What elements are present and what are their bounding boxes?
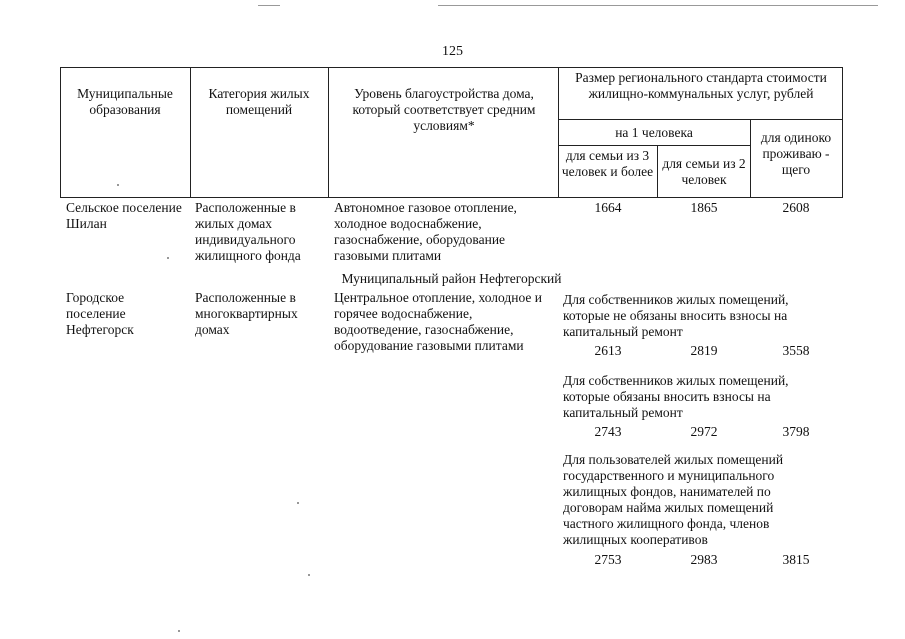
header-family2: для семьи из 2 человек	[662, 156, 746, 187]
group1-value-family3: 2613	[594, 343, 622, 358]
group1-value-family2: 2819	[690, 343, 718, 358]
header-level: Уровень благоустройства дома, который соответствует средним условиям*	[352, 86, 536, 133]
group2-label: Для собственников жилых помещений, которые обязаны вносить взносы на капитальный ремонт	[563, 373, 789, 420]
row1-level: Автономное газовое отопление, холодное водоснабжение, газоснабжение, оборудование газовыми плитами	[334, 200, 517, 263]
row1-municipality: Сельское поселение Шилан	[66, 200, 182, 231]
row1-value-family3: 1664	[594, 200, 622, 215]
header-family3: для семьи из 3 человек и более	[561, 148, 654, 179]
group3-value-family3: 2753	[594, 552, 622, 567]
group3-value-single: 3815	[782, 552, 810, 567]
row1-value-family2: 1865	[690, 200, 718, 215]
row1-value-single: 2608	[782, 200, 810, 215]
row2-level: Центральное отопление, холодное и горячее водоснабжение, водоотведение, газоснабжение, оборудование газовыми плитами	[334, 290, 542, 353]
group2-value-family2: 2972	[690, 424, 718, 439]
group3-value-family2: 2983	[690, 552, 718, 567]
header-municipality: Муниципальные образования	[77, 86, 173, 117]
group3-label: Для пользователей жилых помещений государственного и муниципального жилищных фондов, нанимателей по договорам найма жилых помещений частного жилищного фонда, членов жилищных кооперативов	[563, 452, 784, 547]
header-single: для одиноко проживаю - щего	[760, 130, 832, 177]
row1-category: Расположенные в жилых домах индивидуального жилищного фонда	[195, 200, 301, 263]
row2-municipality: Городское поселение Нефтегорск	[66, 290, 134, 337]
header-per-person: на 1 человека	[615, 125, 693, 140]
group1-value-single: 3558	[782, 343, 810, 358]
header-standard: Размер регионального стандарта стоимости жилищно-коммунальных услуг, рублей	[575, 70, 827, 101]
page-number: 125	[442, 44, 463, 59]
group2-value-family3: 2743	[594, 424, 622, 439]
header-category: Категория жилых помещений	[208, 86, 310, 117]
row2-category: Расположенные в многоквартирных домах	[195, 290, 298, 337]
section-title: Муниципальный район Нефтегорский	[341, 271, 562, 286]
group2-value-single: 3798	[782, 424, 810, 439]
group1-label: Для собственников жилых помещений, которые не обязаны вносить взносы на капитальный ремонт	[563, 292, 789, 339]
